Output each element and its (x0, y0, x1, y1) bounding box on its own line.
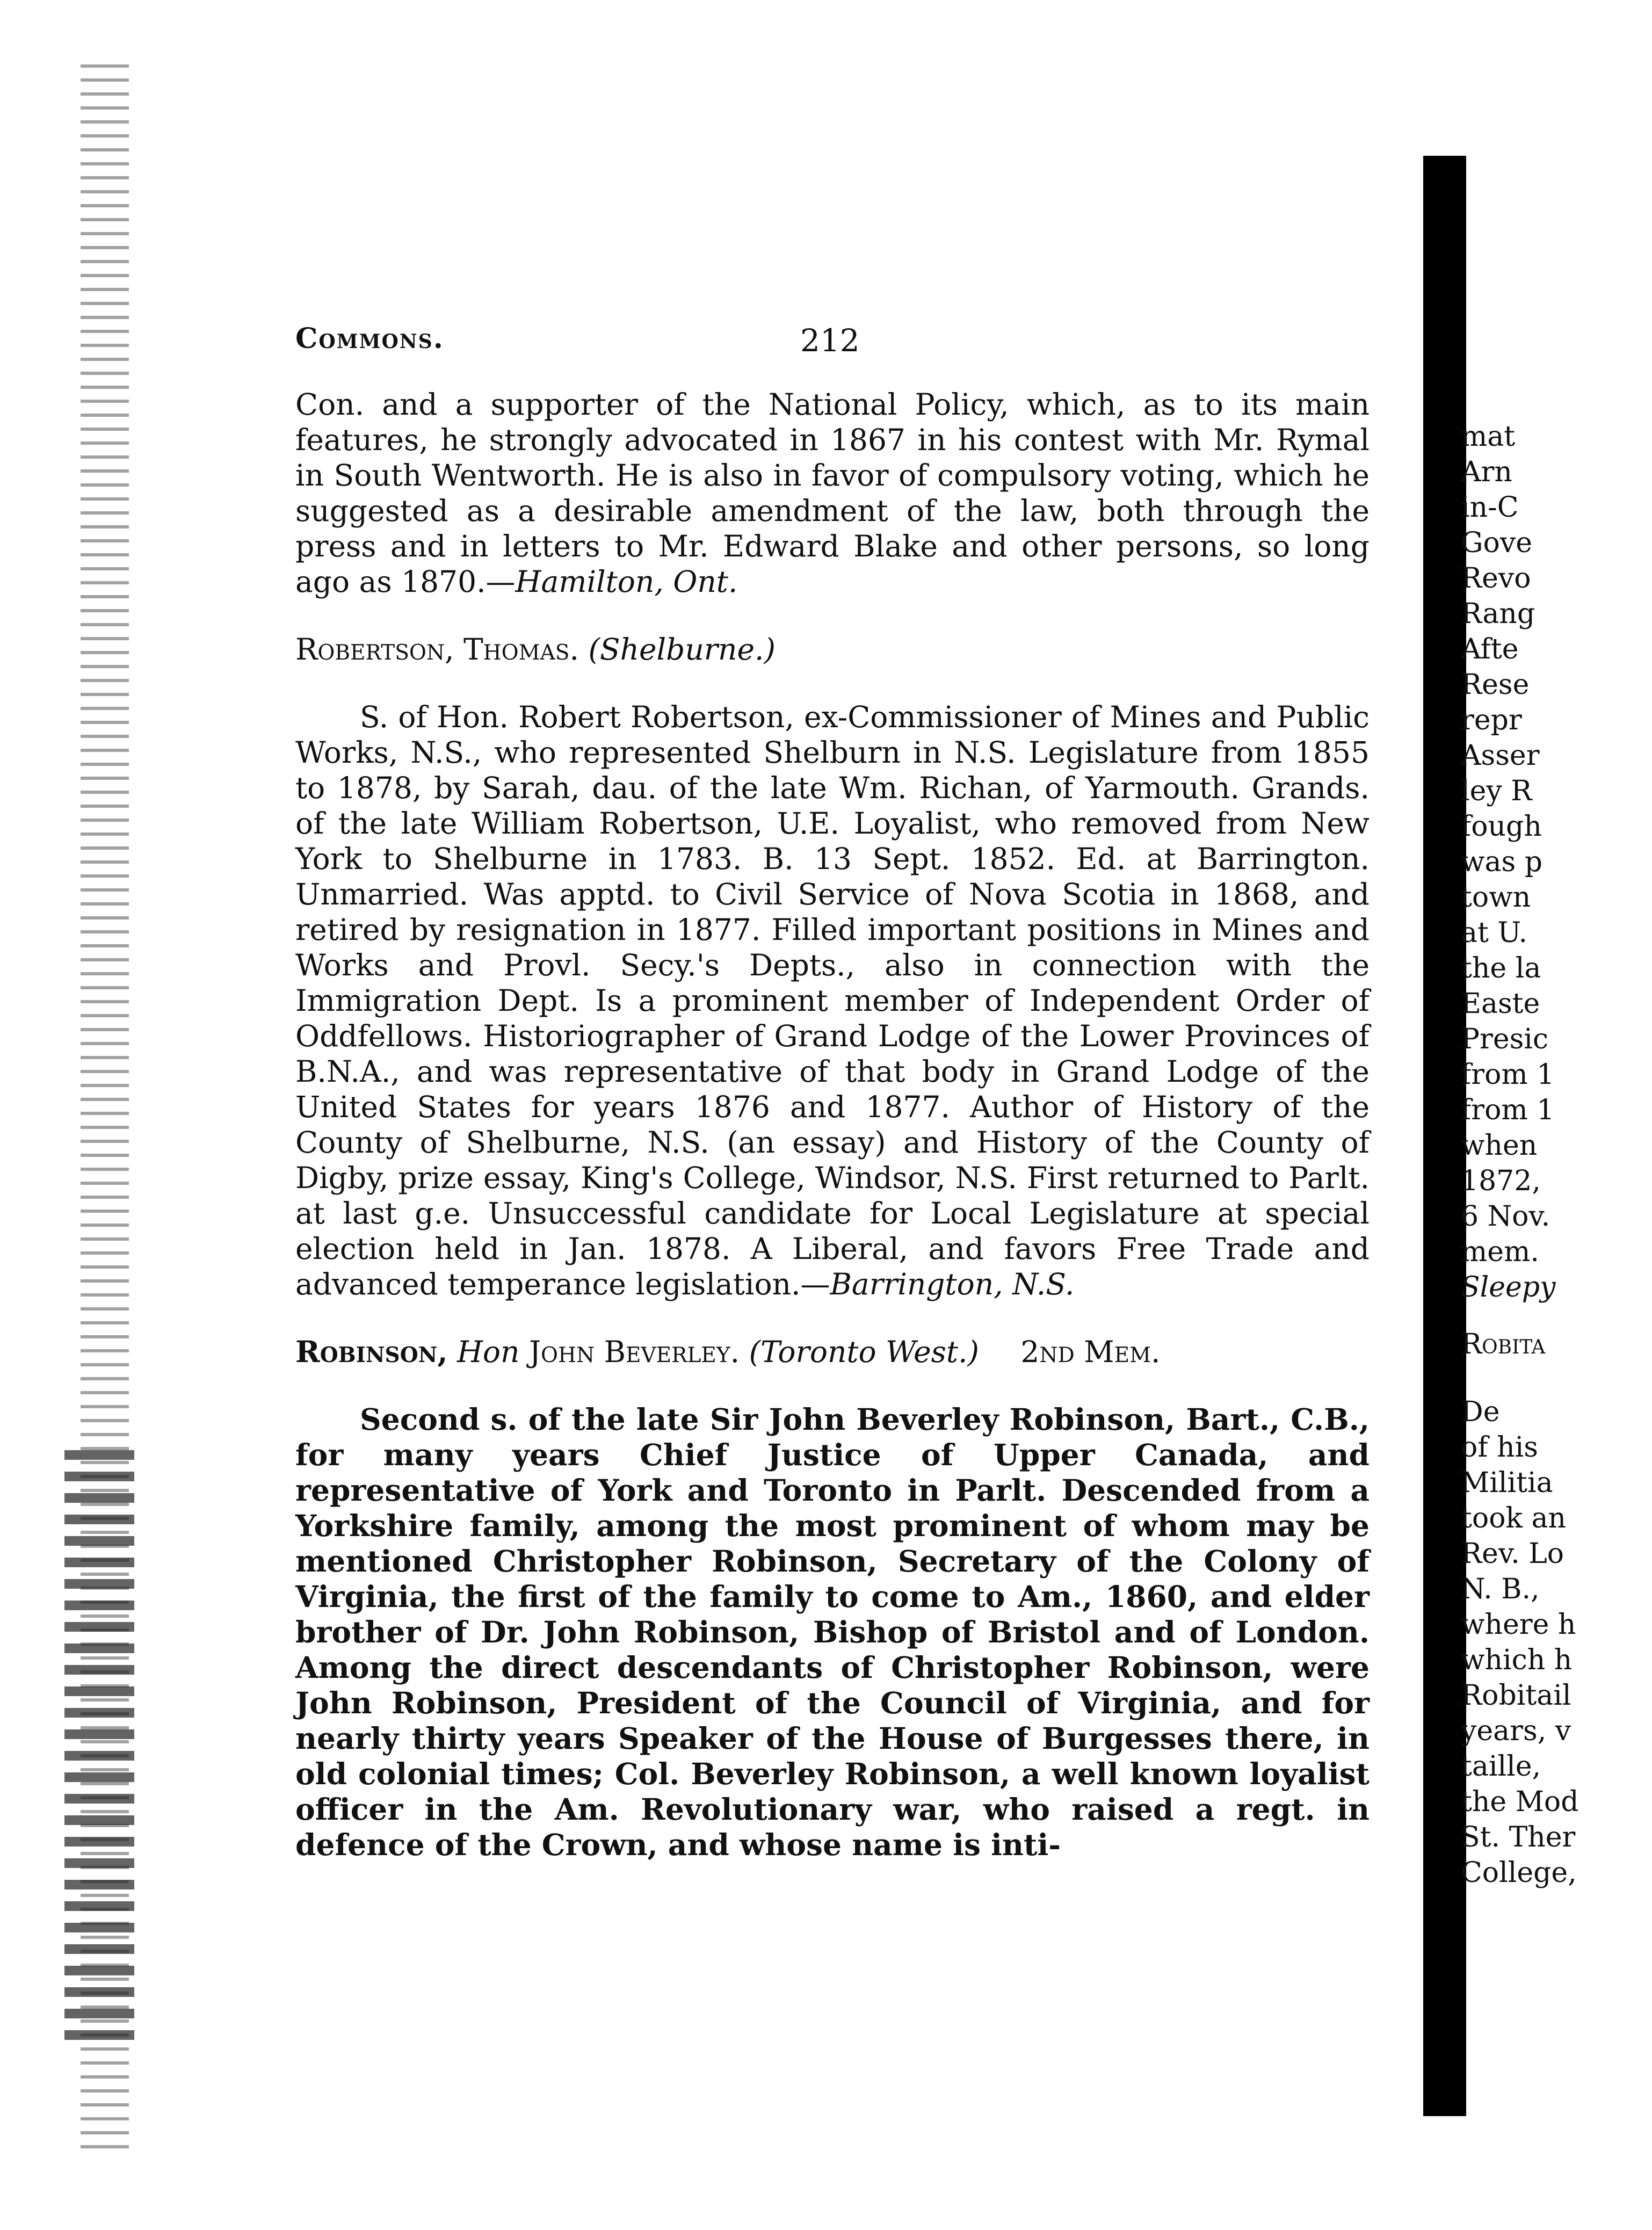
constituency: (Toronto West.) (749, 1335, 979, 1369)
entry-paragraph-robinson: Second s. of the late Sir John Beverley Robinson, Bart., C.B., for many years Chief Justice of Upper Canada, and representative of York and Toronto in Parlt. Descended from a Yorkshire family, among the most prominent of whom may be mentioned Christopher Robinson, Secretary of the Colony of Virginia, the first of the family to come to Am., 1860, and elder brother of Dr. John Robinson, Bishop of Bristol and of London. Among the direct descendants of Christopher Robinson, were John Robinson, President of the Council of Virginia, and for nearly thirty years Speaker of the House of Burgesses there, in old colonial times; Col. Beverley Robinson, a well known loyalist officer in the Am. Revolutionary war, who raised a regt. in defence of the Crown, and whose name is inti- (295, 1402, 1370, 1862)
adjacent-fragment: took an (1461, 1502, 1567, 1534)
body-text (295, 387, 1370, 1863)
adjacent-fragment: Easte (1461, 988, 1540, 1020)
adjacent-fragment: Sleepy (1461, 1271, 1556, 1304)
adjacent-fragment: years, v (1461, 1715, 1571, 1747)
entry-heading-robinson (295, 1334, 1370, 1370)
adjacent-fragment: of his (1461, 1431, 1538, 1464)
place-note: Barrington, N.S. (830, 1267, 1075, 1301)
adjacent-heading-fragment: Robita (1461, 1328, 1546, 1360)
page-number: 212 (800, 322, 860, 359)
adjacent-fragment: which h (1461, 1644, 1573, 1676)
adjacent-fragment: from 1 (1461, 1094, 1555, 1126)
constituency: (Shelburne.) (588, 632, 776, 667)
entry-name: Robinson, (295, 1334, 448, 1369)
adjacent-fragment: Gove (1461, 527, 1532, 559)
adjacent-fragment: Militia (1461, 1467, 1553, 1499)
adjacent-fragment: N. B., (1461, 1573, 1540, 1605)
adjacent-fragment: at U. (1461, 917, 1528, 949)
adjacent-fragment: mem. (1461, 1236, 1539, 1268)
adjacent-page-fragments (1461, 419, 1643, 1891)
given-names: John Beverley. (528, 1335, 740, 1369)
adjacent-fragment: where h (1461, 1609, 1576, 1641)
adjacent-fragment: the Mod (1461, 1786, 1579, 1818)
place-note: Hamilton, Ont. (515, 564, 738, 599)
adjacent-fragment: town (1461, 881, 1531, 914)
page-header (295, 322, 1370, 387)
adjacent-fragment: the la (1461, 952, 1541, 984)
page-content (295, 322, 1370, 1863)
scan-binding-marks (64, 1450, 134, 2041)
entry-heading-robertson (295, 632, 1370, 667)
adjacent-fragment: 6 Nov. (1461, 1200, 1550, 1233)
adjacent-fragment: was p (1461, 846, 1543, 878)
entry-paragraph-robertson: S. of Hon. Robert Robertson, ex-Commissioner of Mines and Public Works, N.S., who represented Shelburn in N.S. Legislature from 1855 to 1878, by Sarah, dau. of the late Wm. Richan, of Yarmouth. Grands. of the late William Robertson, U.E. Loyalist, who removed from New York to Shelburne in 1783. B. 13 Sept. 1852. Ed. at Barrington. Unmarried. Was apptd. to Civil Service of Nova Scotia in 1868, and retired by resignation in 1877. Filled important positions in Mines and Works and Provl. Secy.'s Depts., also in connection with the Immigration Dept. Is a prominent member of Independent Order of Oddfellows. Historiographer of Grand Lodge of the Lower Provinces of B.N.A., and was representative of that body in Grand Lodge of the United States for years 1876 and 1877. Author of History of the County of Shelburne, N.S. (an essay) and History of the County of Digby, prize essay, King's College, Windsor, N.S. First returned to Parlt. at last g.e. Unsuccessful candidate for Local Legislature at special election held in Jan. 1878. A Liberal, and favors Free Trade and advanced temperance legislation.—Barrington, N.S. (295, 700, 1370, 1301)
adjacent-fragment: fough (1461, 810, 1542, 843)
adjacent-fragment: 1872, (1461, 1165, 1541, 1197)
running-head: Commons. (295, 322, 444, 355)
adjacent-fragment: De (1461, 1396, 1500, 1428)
adjacent-fragment: when (1461, 1130, 1538, 1162)
adjacent-fragment: Robitail (1461, 1679, 1571, 1712)
adjacent-fragment: College, (1461, 1857, 1577, 1889)
adjacent-fragment: Rang (1461, 598, 1535, 630)
honorific: Hon (457, 1335, 520, 1369)
adjacent-fragment: Rese (1461, 669, 1530, 701)
gutter-shadow (1423, 156, 1466, 2116)
adjacent-fragment: Afte (1461, 633, 1519, 665)
adjacent-fragment: Asser (1461, 740, 1540, 772)
adjacent-fragment: mat (1461, 421, 1516, 453)
adjacent-fragment: ley R (1461, 775, 1532, 807)
entry-name: Robertson, Thomas. (295, 632, 579, 667)
adjacent-fragment: Rev. Lo (1461, 1538, 1564, 1570)
continued-paragraph: Con. and a supporter of the National Policy, which, as to its main features, he strongly advocated in 1867 in his contest with Mr. Rymal in South Wentworth. He is also in favor of compulsory voting, which he suggested as a desirable amendment of the law, both through the press and in letters to Mr. Edward Blake and other persons, so long ago as 1870.—Hamilton, Ont. (295, 387, 1370, 599)
adjacent-fragment: Revo (1461, 562, 1531, 595)
adjacent-fragment: repr (1461, 704, 1522, 736)
adjacent-fragment: St. Ther (1461, 1821, 1576, 1853)
adjacent-fragment: in-C (1461, 491, 1519, 524)
adjacent-fragment: Arn (1461, 456, 1512, 488)
adjacent-fragment: from 1 (1461, 1059, 1555, 1091)
member-tag: 2nd Mem. (1020, 1335, 1161, 1369)
adjacent-fragment: taille, (1461, 1750, 1541, 1783)
adjacent-fragment: Presic (1461, 1023, 1549, 1055)
